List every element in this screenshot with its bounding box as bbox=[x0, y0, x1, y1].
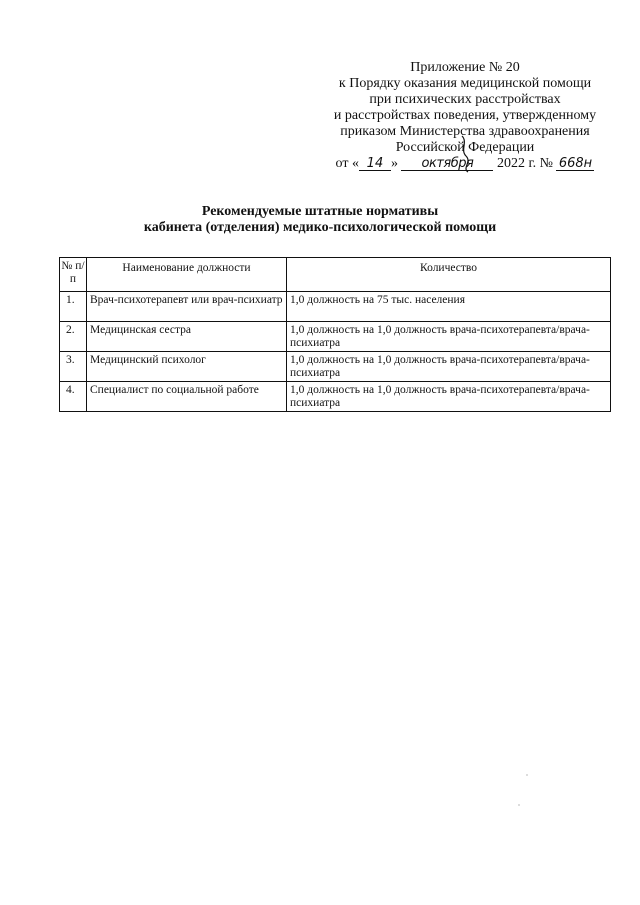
date-year: 2022 г. № bbox=[496, 156, 553, 171]
date-mid: » bbox=[390, 156, 398, 171]
row-num: 2. bbox=[60, 322, 87, 352]
handwritten-day: 14 bbox=[359, 157, 391, 171]
row-position: Специалист по социальной работе bbox=[87, 382, 287, 412]
row-num: 3. bbox=[60, 352, 87, 382]
row-quantity: 1,0 должность на 1,0 должность врача-психотерапевта/врача-психиатра bbox=[287, 322, 611, 352]
row-position: Медицинская сестра bbox=[87, 322, 287, 352]
row-quantity: 1,0 должность на 1,0 должность врача-психотерапевта/врача-психиатра bbox=[287, 382, 611, 412]
row-num: 4. bbox=[60, 382, 87, 412]
header-num: № п/п bbox=[60, 258, 87, 292]
header-quantity: Количество bbox=[287, 258, 611, 292]
annex-line-2: к Порядку оказания медицинской помощи bbox=[338, 76, 592, 91]
handwritten-month: октября bbox=[401, 157, 493, 171]
row-quantity: 1,0 должность на 75 тыс. населения bbox=[287, 292, 611, 322]
row-position: Медицинский психолог bbox=[87, 352, 287, 382]
annex-number: Приложение № 20 bbox=[410, 60, 520, 75]
handwritten-order-number: 668н bbox=[556, 157, 594, 171]
row-position: Врач-психотерапевт или врач-психиатр bbox=[87, 292, 287, 322]
title-line-1: Рекомендуемые штатные нормативы bbox=[201, 204, 439, 219]
annex-line-5: приказом Министерства здравоохранения bbox=[340, 124, 590, 139]
annex-line-6: Российской Федерации bbox=[395, 140, 535, 155]
row-quantity: 1,0 должность на 1,0 должность врача-психотерапевта/врача-психиатра bbox=[287, 352, 611, 382]
row-num: 1. bbox=[60, 292, 87, 322]
title-line-2: кабинета (отделения) медико-психологической помощи bbox=[143, 220, 497, 235]
header-position: Наименование должности bbox=[87, 258, 287, 292]
annex-line-3: при психических расстройствах bbox=[369, 92, 561, 107]
date-prefix: от « bbox=[335, 156, 359, 171]
annex-line-4: и расстройствах поведения, утвержденному bbox=[333, 108, 597, 123]
